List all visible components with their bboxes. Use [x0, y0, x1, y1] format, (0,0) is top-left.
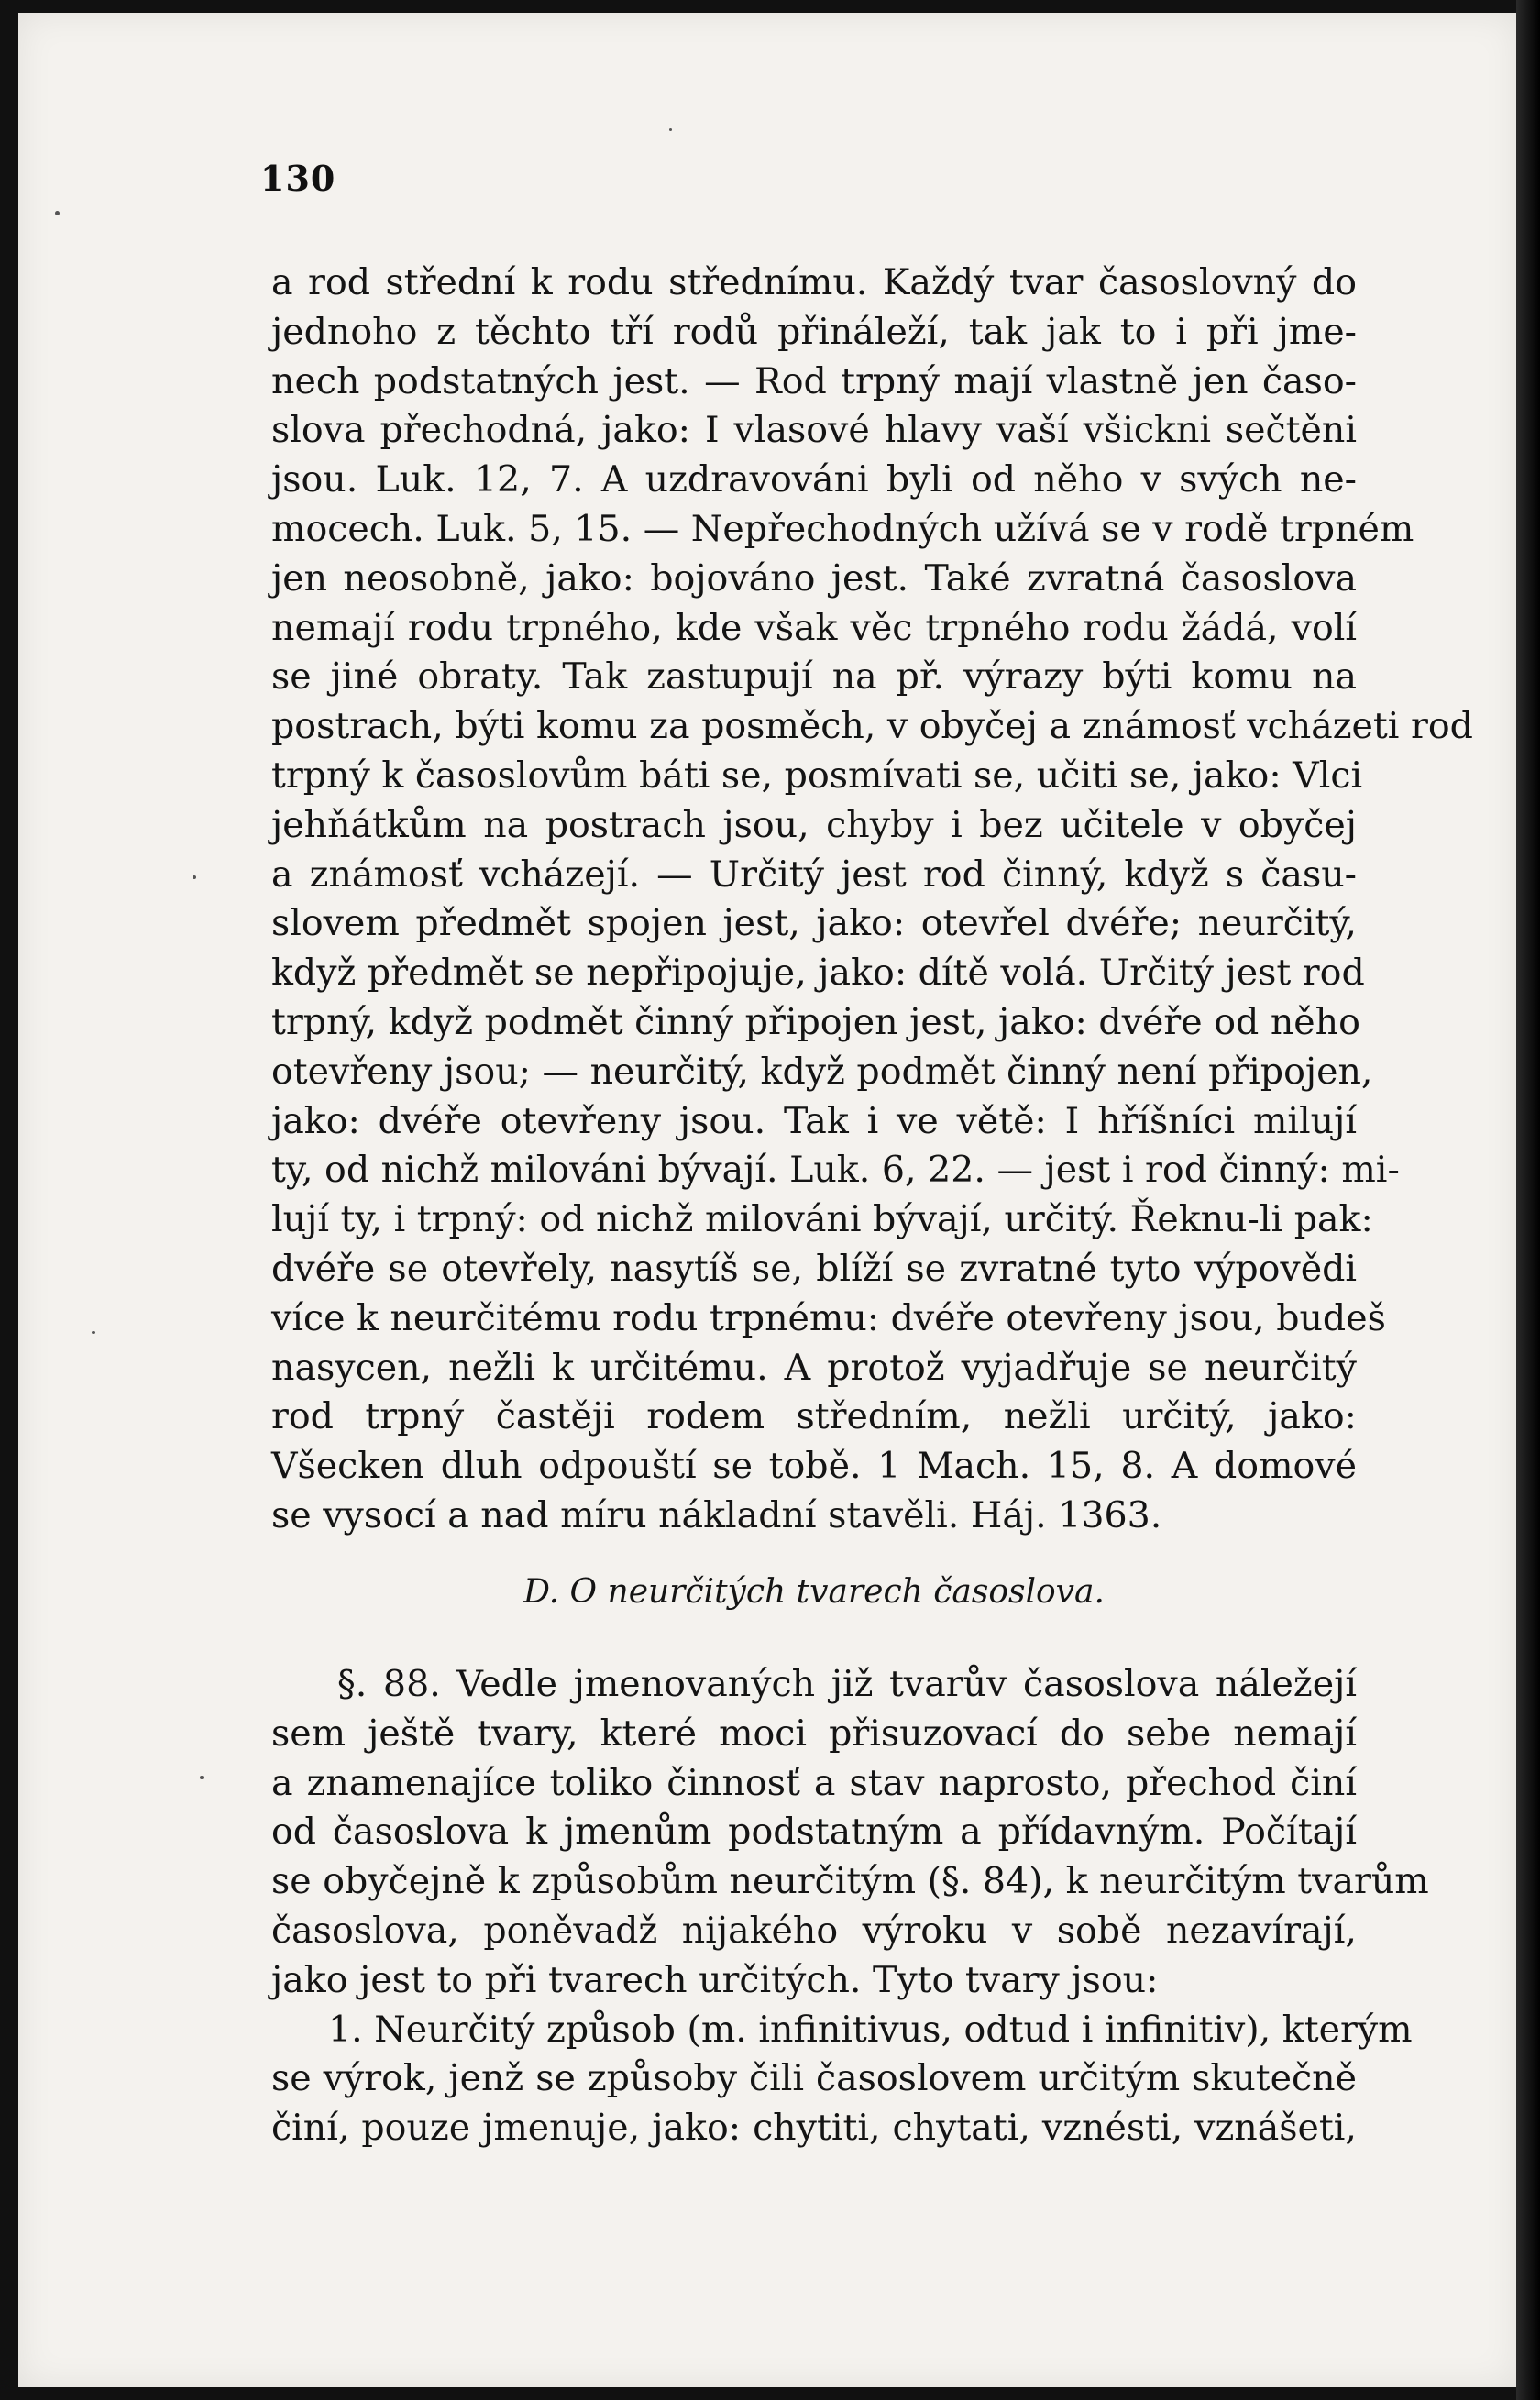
text-line: lují ty, i trpný: od nichž milováni bývají, určitý. Řeknu-li pak:: [271, 1198, 1373, 1241]
text-line: dvéře se otevřely, nasytíš se, blíží se zvratné tyto výpovědi: [271, 1247, 1357, 1290]
text-line: sem ještě tvary, které moci přisuzovací do sebe nemají: [271, 1712, 1357, 1755]
text-line: rod trpný častěji rodem středním, nežli určitý, jako:: [271, 1395, 1357, 1438]
page-number: 130: [260, 158, 336, 199]
text-line: jednoho z těchto tří rodů přináleží, tak jak to i při jme-: [271, 310, 1357, 353]
text-line: ty, od nichž milováni bývají. Luk. 6, 22. — jest i rod činný: mi-: [271, 1149, 1400, 1192]
text-line: trpný k časoslovům báti se, posmívati se, učiti se, jako: Vlci: [271, 754, 1363, 797]
paragraph-body-1: [271, 259, 1473, 1541]
text-line: jako: dvéře otevřeny jsou. Tak i ve větě: I hříšníci milují: [271, 1099, 1357, 1142]
text-line: činí, pouze jmenuje, jako: chytiti, chytati, vznésti, vznášeti,: [271, 2107, 1357, 2150]
text-line: od časoslova k jmenům podstatným a přídavným. Počítají: [271, 1811, 1357, 1854]
paragraph-body-2: [271, 1660, 1429, 2153]
text-line: §. 88. Vedle jmenovaných již tvarův časoslova náležejí: [337, 1663, 1357, 1705]
text-line: trpný, když podmět činný připojen jest, jako: dvéře od něho: [271, 1000, 1360, 1043]
text-line: se vysocí a nad míru nákladní stavěli. Háj. 1363.: [271, 1493, 1162, 1536]
text-line: a známosť vcházejí. — Určitý jest rod činný, když s času-: [271, 853, 1357, 896]
text-line: mocech. Luk. 5, 15. — Nepřechodných užívá se v rodě trpném: [271, 507, 1414, 550]
text-line: nasycen, nežli k určitému. A protož vyjadřuje se neurčitý: [271, 1346, 1357, 1389]
text-line: časoslova, poněvadž nijakého výroku v sobě nezavírají,: [271, 1909, 1357, 1952]
text-line: postrach, býti komu za posměch, v obyčej a známosť vcházeti rod: [271, 705, 1473, 748]
text-line: se jiné obraty. Tak zastupují na př. výrazy býti komu na: [271, 655, 1357, 699]
scan-speck: [669, 128, 672, 131]
scan-speck: [92, 1331, 95, 1334]
text-line: když předmět se nepřipojuje, jako: dítě volá. Určitý jest rod: [271, 952, 1365, 995]
text-line: jsou. Luk. 12, 7. A uzdravováni byli od něho v svých ne-: [271, 458, 1357, 501]
text-line: nech podstatných jest. — Rod trpný mají vlastně jen časo-: [271, 359, 1357, 402]
text-line: jako jest to při tvarech určitých. Tyto tvary jsou:: [271, 1958, 1159, 2001]
text-line: 1. Neurčitý způsob (m. infinitivus, odtud i infinitiv), kterým: [328, 2008, 1413, 2051]
text-line: slovem předmět spojen jest, jako: otevřel dvéře; neurčitý,: [271, 902, 1357, 945]
section-heading: D. O neurčitých tvarech časoslova.: [523, 1573, 1105, 1611]
scan-speck: [55, 211, 60, 215]
text-line: a rod střední k rodu střednímu. Každý tvar časoslovný do: [271, 261, 1357, 303]
text-line: slova přechodná, jako: I vlasové hlavy vaší všickni sečtěni: [271, 409, 1357, 452]
text-line: jen neosobně, jako: bojováno jest. Také zvratná časoslova: [271, 556, 1357, 600]
text-line: více k neurčitému rodu trpnému: dvéře otevřeny jsou, budeš: [271, 1296, 1386, 1339]
text-line: Všecken dluh odpouští se tobě. 1 Mach. 15, 8. A domové: [271, 1445, 1357, 1488]
text-line: nemají rodu trpného, kde však věc trpného rodu žádá, volí: [271, 606, 1357, 649]
scan-speck: [192, 875, 196, 879]
text-line: se výrok, jenž se způsoby čili časoslovem určitým skutečně: [271, 2057, 1357, 2100]
scan-speck: [200, 1776, 204, 1779]
text-line: a znamenajíce toliko činnosť a stav naprosto, přechod činí: [271, 1761, 1357, 1804]
scan-edge: [1516, 0, 1540, 2400]
text-line: jehňátkům na postrach jsou, chyby i bez učitele v obyčej: [271, 803, 1357, 846]
text-line: otevřeny jsou; — neurčitý, když podmět činný není připojen,: [271, 1050, 1373, 1093]
text-line: se obyčejně k způsobům neurčitým (§. 84), k neurčitým tvarům: [271, 1860, 1429, 1903]
